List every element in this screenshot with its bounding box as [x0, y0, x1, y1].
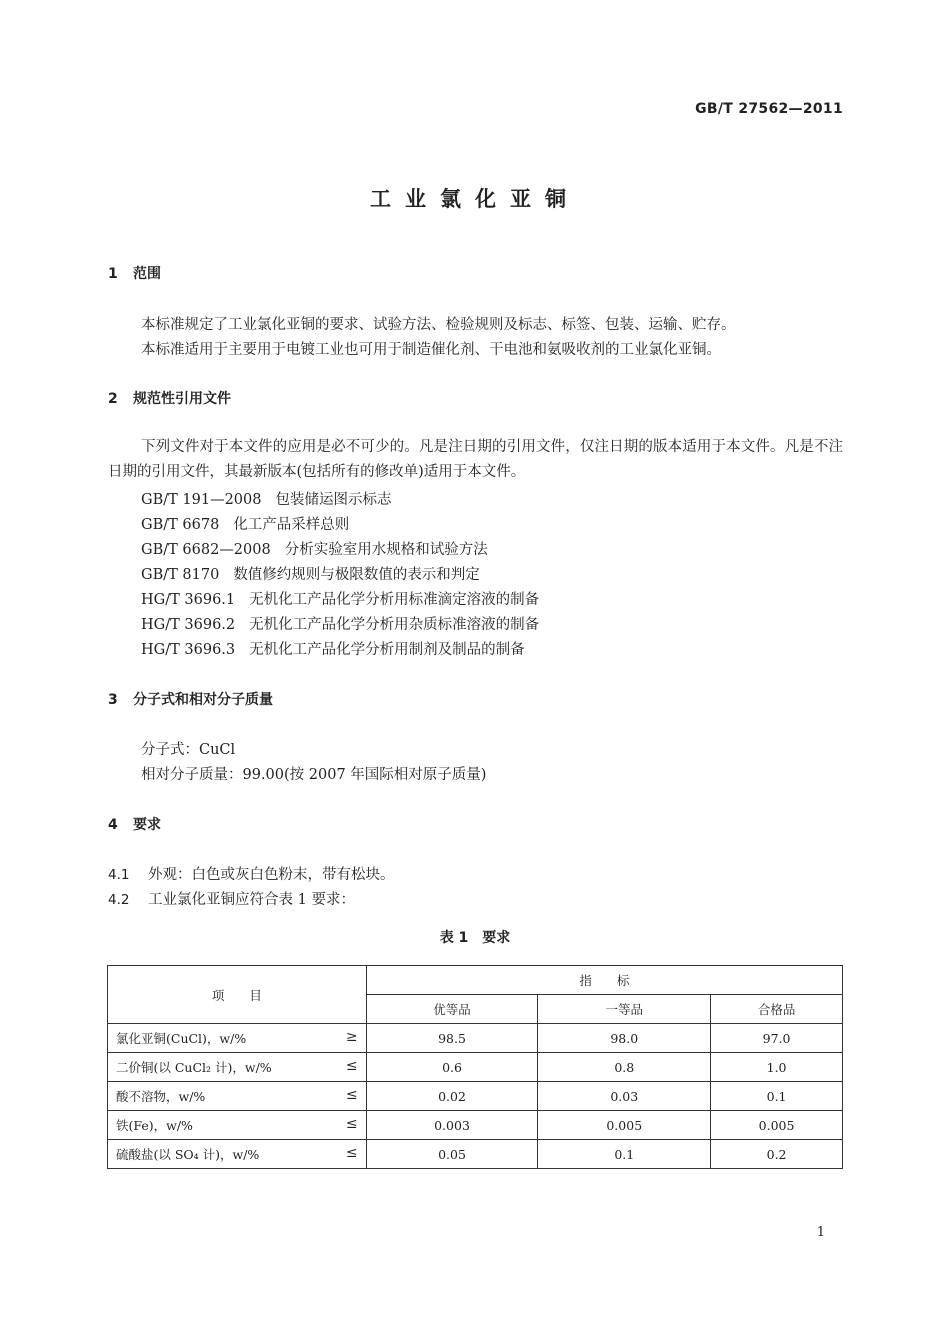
clause-4-2 — [108, 888, 355, 909]
reference-code: GB/T 191—2008 — [141, 492, 262, 508]
reference-code: GB/T 6682—2008 — [141, 542, 271, 558]
reference-title: 数值修约规则与极限数值的表示和判定 — [233, 567, 480, 583]
value-cell: 0.02 — [366, 1082, 538, 1111]
comparison-operator: ≤ — [345, 1087, 358, 1103]
reference-item — [141, 613, 539, 634]
section-number: 4 — [108, 817, 118, 833]
grade-header: 优等品 — [366, 995, 538, 1024]
table-caption: 表 1 要求 — [439, 930, 511, 946]
section-number: 3 — [108, 692, 118, 708]
value-cell: 0.8 — [538, 1053, 711, 1082]
table-row — [108, 1053, 843, 1082]
item-label: 二价铜(以 CuCl₂ 计)，w/% — [116, 1060, 272, 1075]
clause-number: 4.2 — [108, 892, 130, 908]
clause-4-1 — [108, 863, 395, 884]
item-cell — [108, 1053, 367, 1082]
document-title: 工业氯化亚铜 — [370, 187, 580, 211]
value-cell: 1.0 — [711, 1053, 843, 1082]
reference-title: 包装储运图示标志 — [275, 492, 392, 508]
value-cell: 0.2 — [711, 1140, 843, 1169]
normative-references-intro: 下列文件对于本文件的应用是必不可少的。凡是注日期的引用文件，仅注日期的版本适用于本文件。凡是不注日期的引用文件，其最新版本(包括所有的修改单)适用于本文件。 — [108, 439, 843, 480]
item-cell — [108, 1024, 367, 1053]
clause-text: 工业氯化亚铜应符合表 1 要求： — [148, 892, 355, 908]
scope-paragraph-1: 本标准规定了工业氯化亚铜的要求、试验方法、检验规则及标志、标签、包装、运输、贮存。 — [141, 317, 736, 333]
indicator-header: 指 标 — [366, 966, 842, 995]
section-number: 1 — [108, 266, 118, 282]
value-cell: 0.005 — [538, 1111, 711, 1140]
grade-header: 合格品 — [711, 995, 843, 1024]
value-cell: 0.1 — [711, 1082, 843, 1111]
section-title: 范围 — [133, 266, 161, 282]
section-1-heading — [108, 263, 161, 283]
item-cell — [108, 1140, 367, 1169]
item-label: 铁(Fe)，w/% — [116, 1118, 193, 1133]
reference-item — [141, 588, 539, 609]
reference-code: HG/T 3696.2 — [141, 617, 236, 633]
value-cell: 98.0 — [538, 1024, 711, 1053]
page-number: 1 — [816, 1225, 825, 1240]
scope-paragraph-2: 本标准适用于主要用于电镀工业也可用于制造催化剂、干电池和氨吸收剂的工业氯化亚铜。 — [141, 342, 721, 358]
reference-code: GB/T 6678 — [141, 517, 220, 533]
section-3-heading — [108, 689, 273, 709]
comparison-operator: ≤ — [345, 1116, 358, 1132]
standard-number: GB/T 27562—2011 — [695, 101, 843, 117]
table-row — [108, 1140, 843, 1169]
reference-title: 分析实验室用水规格和试验方法 — [284, 542, 488, 558]
clause-number: 4.1 — [108, 867, 130, 883]
section-2-heading — [108, 388, 231, 408]
reference-code: HG/T 3696.1 — [141, 592, 236, 608]
section-4-heading — [108, 814, 161, 834]
section-number: 2 — [108, 391, 118, 407]
value-cell: 97.0 — [711, 1024, 843, 1053]
section-title: 要求 — [133, 817, 161, 833]
reference-title: 无机化工产品化学分析用标准滴定溶液的制备 — [249, 592, 540, 608]
relative-molecular-mass: 相对分子质量：99.00(按 2007 年国际相对原子质量) — [141, 767, 487, 783]
item-cell — [108, 1082, 367, 1111]
table-row — [108, 1111, 843, 1140]
value-cell: 0.03 — [538, 1082, 711, 1111]
requirements-table — [107, 965, 843, 1169]
item-cell — [108, 1111, 367, 1140]
reference-item — [141, 638, 525, 659]
section-title: 规范性引用文件 — [133, 391, 231, 407]
value-cell: 0.003 — [366, 1111, 538, 1140]
reference-code: GB/T 8170 — [141, 567, 220, 583]
clause-text: 外观：白色或灰白色粉末，带有松块。 — [148, 867, 395, 883]
reference-item — [141, 513, 349, 534]
reference-title: 化工产品采样总则 — [233, 517, 350, 533]
item-label: 酸不溶物，w/% — [116, 1089, 206, 1104]
reference-item — [141, 563, 480, 584]
comparison-operator: ≤ — [345, 1145, 358, 1161]
comparison-operator: ≥ — [345, 1029, 358, 1045]
item-label: 氯化亚铜(CuCl)，w/% — [116, 1031, 247, 1046]
item-label: 硫酸盐(以 SO₄ 计)，w/% — [116, 1147, 260, 1162]
comparison-operator: ≤ — [345, 1058, 358, 1074]
reference-title: 无机化工产品化学分析用杂质标准溶液的制备 — [249, 617, 540, 633]
table-row — [108, 1082, 843, 1111]
table-row — [108, 1024, 843, 1053]
value-cell: 0.005 — [711, 1111, 843, 1140]
item-header: 项 目 — [108, 966, 367, 1024]
table-header-row — [108, 966, 843, 995]
value-cell: 0.6 — [366, 1053, 538, 1082]
value-cell: 98.5 — [366, 1024, 538, 1053]
reference-item — [141, 488, 391, 509]
reference-code: HG/T 3696.3 — [141, 642, 236, 658]
grade-header: 一等品 — [538, 995, 711, 1024]
molecular-formula: 分子式：CuCl — [141, 742, 236, 758]
reference-item — [141, 538, 488, 559]
value-cell: 0.05 — [366, 1140, 538, 1169]
section-title: 分子式和相对分子质量 — [133, 692, 273, 708]
reference-title: 无机化工产品化学分析用制剂及制品的制备 — [249, 642, 525, 658]
value-cell: 0.1 — [538, 1140, 711, 1169]
